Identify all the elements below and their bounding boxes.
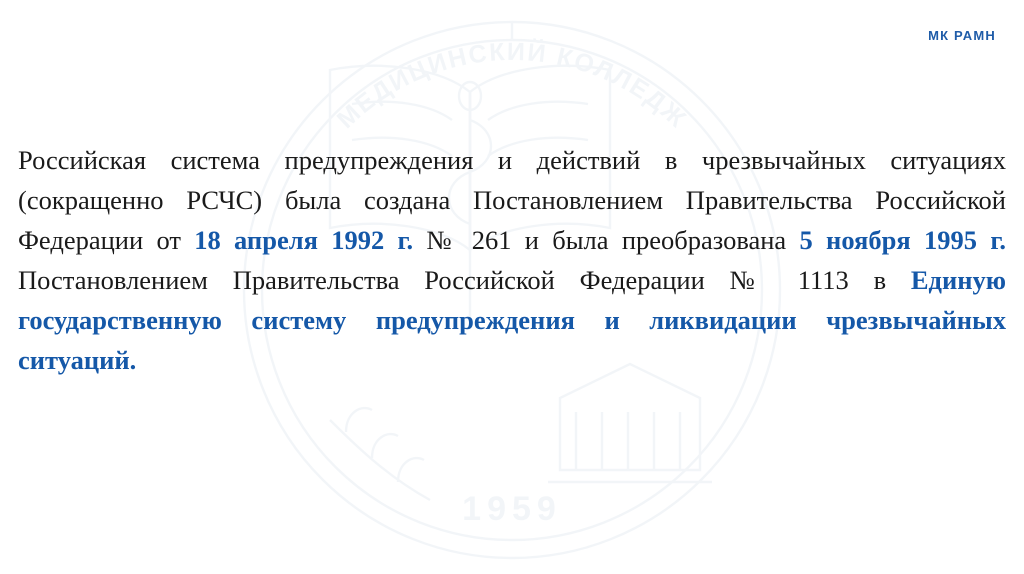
watermark-year: 1959 — [462, 490, 562, 528]
brand-label: МК РАМН — [928, 28, 996, 43]
date-1995: 5 ноября 1995 г. — [799, 225, 1006, 255]
watermark-arc-text: МЕДИЦИНСКИЙ КОЛЛЕДЖ — [331, 37, 693, 135]
date-1992: 18 апреля 1992 г. — [194, 225, 414, 255]
body-text-part-3: Постановлением Правительства Российской Федерации № 1113 в — [18, 265, 911, 295]
body-text-part-2: № 261 и была преобразована — [413, 225, 800, 255]
branch-icon — [330, 408, 430, 500]
slide-body — [18, 140, 1006, 420]
system-name-highlight: Единую государственную систему предупреждения и ликвидации чрезвычайных ситуаций. — [18, 265, 1006, 375]
body-paragraph — [18, 140, 1006, 420]
body-text-part-1: Российская система предупреждения и действий в чрезвычайных ситуациях (сокращенно РСЧС) была создана Постановлением Правительства Российской Федерации от — [18, 145, 1006, 255]
